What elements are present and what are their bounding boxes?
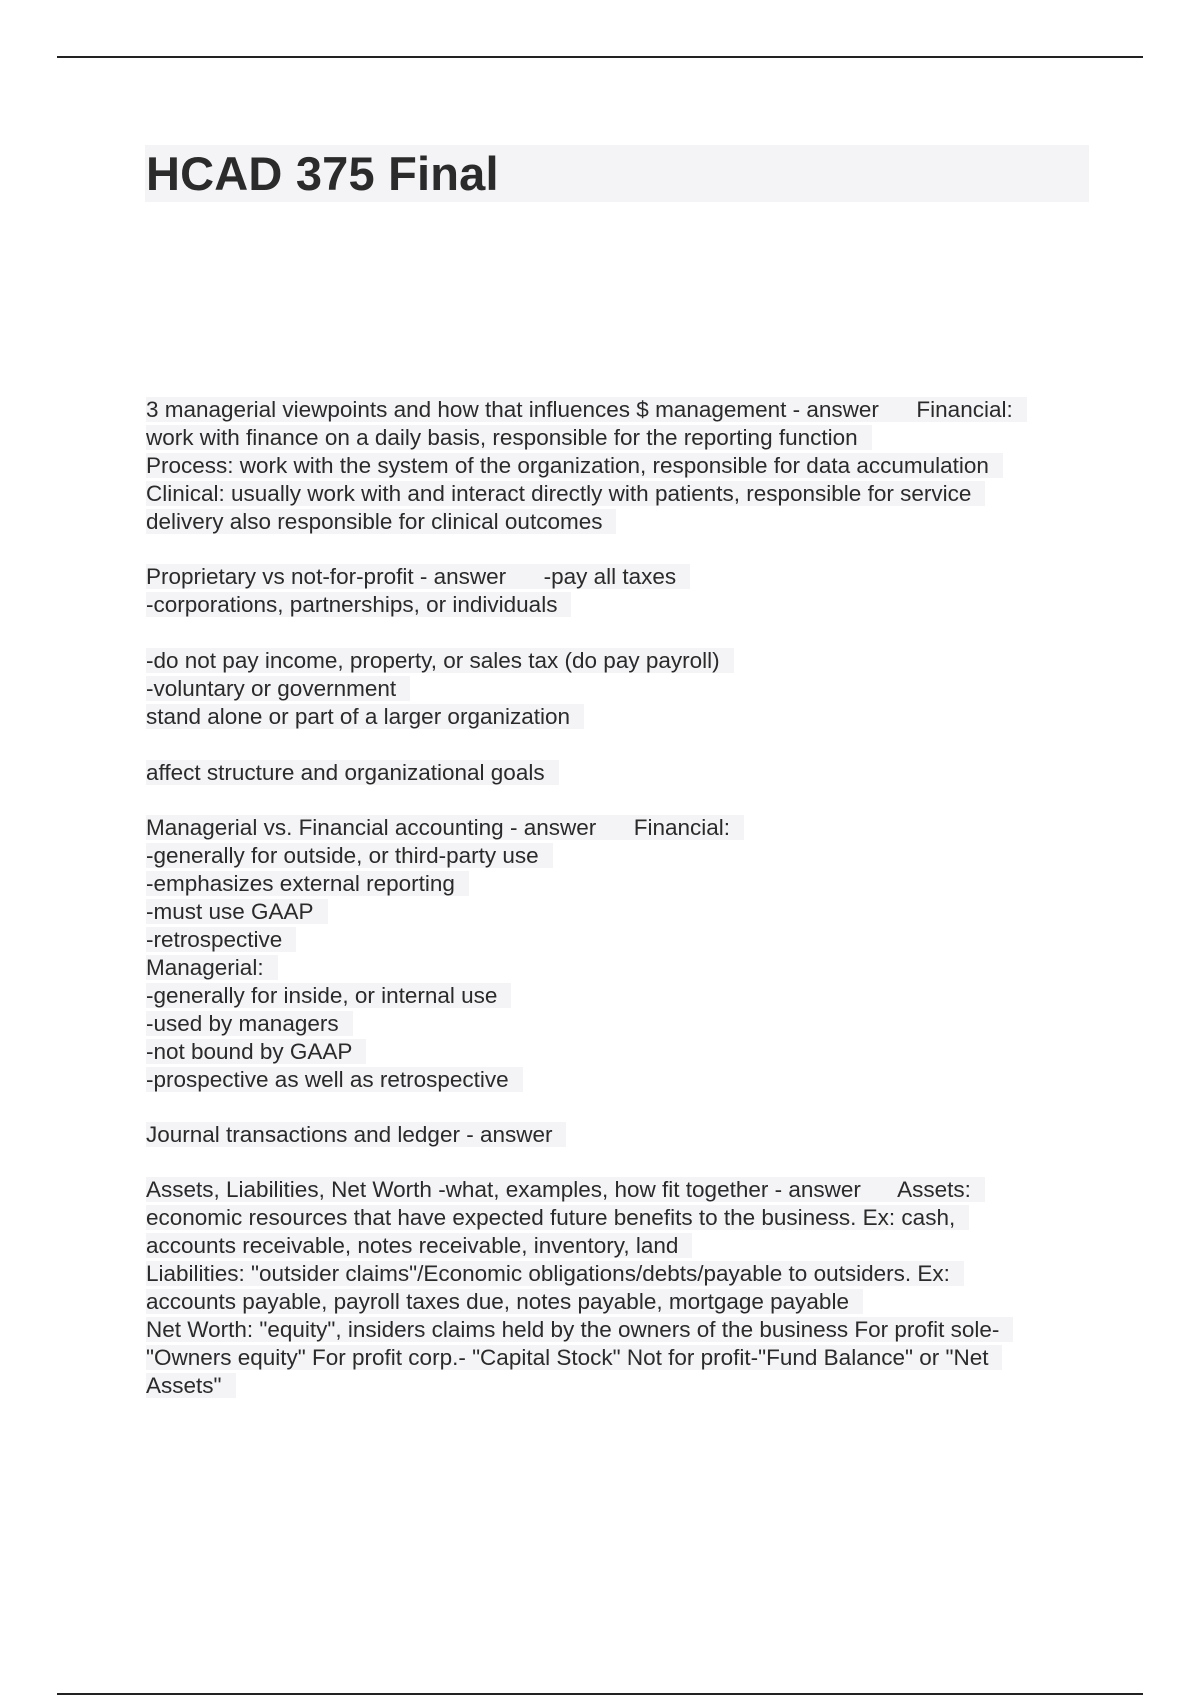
entry-line-text: accounts payable, payroll taxes due, notes payable, mortgage payable (146, 1289, 863, 1314)
qa-entry (146, 1121, 1096, 1149)
entry-line-text: -used by managers (146, 1011, 353, 1036)
blank-line (146, 731, 1096, 759)
entry-line (146, 814, 1096, 842)
entry-line-text: delivery also responsible for clinical outcomes (146, 509, 616, 534)
entry-line (146, 1232, 1096, 1260)
entry-line (146, 1176, 1096, 1204)
entry-line-text: -prospective as well as retrospective (146, 1067, 523, 1092)
entry-line-text: accounts receivable, notes receivable, inventory, land (146, 1233, 692, 1258)
entry-line (146, 1204, 1096, 1232)
entry-line (146, 1288, 1096, 1316)
entry-line-text: Process: work with the system of the organization, responsible for data accumulation (146, 453, 1003, 478)
entry-line (146, 396, 1096, 424)
entry-line (146, 480, 1096, 508)
entry-line (146, 563, 1096, 591)
entry-line (146, 1260, 1096, 1288)
entry-line-text: Assets" (146, 1373, 236, 1398)
entry-line-text: Managerial: (146, 955, 278, 980)
entry-line-text: -generally for inside, or internal use (146, 983, 511, 1008)
entry-line-text: -not bound by GAAP (146, 1039, 366, 1064)
entry-line-text: Assets, Liabilities, Net Worth -what, examples, how fit together - answer Assets: (146, 1177, 985, 1202)
entry-line (146, 591, 1096, 619)
entry-line (146, 508, 1096, 536)
entry-line-text: stand alone or part of a larger organization (146, 704, 584, 729)
qa-entry (146, 814, 1096, 1094)
entry-line (146, 675, 1096, 703)
entry-line-text: "Owners equity" For profit corp.- "Capital Stock" Not for profit-"Fund Balance" or "Net (146, 1345, 1002, 1370)
entry-line-text: -voluntary or government (146, 676, 410, 701)
entry-gap (146, 787, 1096, 814)
qa-entry (146, 563, 1096, 787)
entry-line (146, 842, 1096, 870)
entry-line-text: affect structure and organizational goals (146, 760, 559, 785)
entry-line (146, 1038, 1096, 1066)
entry-line (146, 759, 1096, 787)
entry-line-text: economic resources that have expected future benefits to the business. Ex: cash, (146, 1205, 969, 1230)
blank-line (146, 619, 1096, 647)
entry-line (146, 452, 1096, 480)
entry-line (146, 703, 1096, 731)
entry-line (146, 870, 1096, 898)
entry-line-text: Net Worth: "equity", insiders claims held by the owners of the business For profit sole- (146, 1317, 1013, 1342)
entry-line (146, 1121, 1096, 1149)
entry-line (146, 424, 1096, 452)
entry-line (146, 1010, 1096, 1038)
entry-line (146, 954, 1096, 982)
page-title: HCAD 375 Final (146, 147, 499, 200)
bottom-rule (57, 1693, 1143, 1695)
entry-line (146, 898, 1096, 926)
entry-line (146, 1372, 1096, 1400)
entry-line-text: -do not pay income, property, or sales tax (do pay payroll) (146, 648, 734, 673)
entry-line-text: work with finance on a daily basis, responsible for the reporting function (146, 425, 872, 450)
top-rule (57, 56, 1143, 58)
entry-line-text: -corporations, partnerships, or individuals (146, 592, 571, 617)
entry-line-text: Managerial vs. Financial accounting - answer Financial: (146, 815, 744, 840)
entry-line-text: -retrospective (146, 927, 296, 952)
qa-entry (146, 396, 1096, 536)
entry-line-text: 3 managerial viewpoints and how that influences $ management - answer Financial: (146, 397, 1027, 422)
entry-line-text: Proprietary vs not-for-profit - answer -pay all taxes (146, 564, 690, 589)
entry-line (146, 1316, 1096, 1344)
entry-gap (146, 1094, 1096, 1121)
entry-line-text: Clinical: usually work with and interact directly with patients, responsible for service (146, 481, 985, 506)
entry-line (146, 982, 1096, 1010)
entry-line (146, 1066, 1096, 1094)
entry-line-text: -emphasizes external reporting (146, 871, 469, 896)
entry-gap (146, 536, 1096, 563)
entry-line-text: Journal transactions and ledger - answer (146, 1122, 566, 1147)
entry-gap (146, 1149, 1096, 1176)
document-body (146, 396, 1096, 1400)
entry-line-text: -must use GAAP (146, 899, 328, 924)
entry-line-text: Liabilities: "outsider claims"/Economic obligations/debts/payable to outsiders. Ex: (146, 1261, 964, 1286)
entry-line (146, 926, 1096, 954)
entry-line (146, 647, 1096, 675)
entry-line (146, 1344, 1096, 1372)
qa-entry (146, 1176, 1096, 1400)
entry-line-text: -generally for outside, or third-party use (146, 843, 553, 868)
